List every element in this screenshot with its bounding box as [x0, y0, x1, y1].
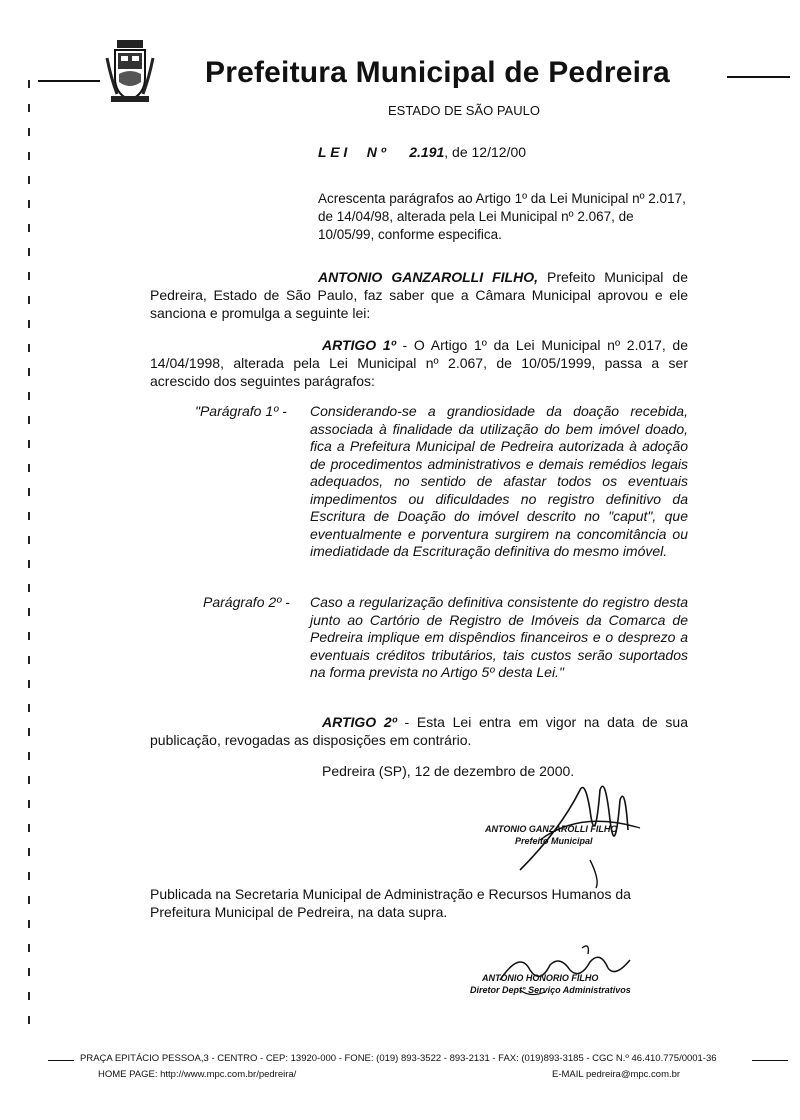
- signature-2-block: [470, 972, 631, 996]
- margin-tick: [28, 824, 30, 832]
- artigo-2: [150, 713, 688, 749]
- law-date: , de 12/12/00: [444, 144, 527, 160]
- margin-tick: [28, 224, 30, 232]
- margin-tick: [28, 488, 30, 496]
- margin-tick: [28, 536, 30, 544]
- paragrafo-2-text: Caso a regularização definitiva consistente do registro desta junto ao Cartório de Registro de Imóveis da Comarca de Pedreira implique em dispêndios financeiros e o desprezo a eventuais créditos tributários, tais custos serão suportados na forma prevista no Artigo 5º desta Lei.": [310, 594, 688, 680]
- margin-tick: [28, 680, 30, 688]
- municipal-crest-icon: [105, 38, 155, 106]
- margin-tick: [28, 464, 30, 472]
- law-number-line: [318, 144, 526, 160]
- footer-email: E-MAIL pedreira@mpc.com.br: [552, 1069, 681, 1080]
- margin-tick: [28, 920, 30, 928]
- artigo-1-text: - O Artigo 1º da Lei Municipal nº 2.017, de 14/04/1998, alterada pela Lei Municipal nº 2.067, de 10/05/1999, passa a ser acrescido dos seguintes parágrafos:: [150, 337, 689, 389]
- ementa: Acrescenta parágrafos ao Artigo 1º da Lei Municipal nº 2.017, de 14/04/98, alterada pela Lei Municipal nº 2.067, de 10/05/99, conforme especifica.: [318, 191, 686, 242]
- signature-2-name: ANTONIO HONORIO FILHO: [482, 973, 599, 983]
- margin-tick: [28, 80, 30, 88]
- margin-tick: [28, 656, 30, 664]
- margin-tick: [28, 296, 30, 304]
- margin-tick: [28, 848, 30, 856]
- artigo-2-label: ARTIGO 2º: [322, 714, 397, 730]
- signature-1-name: ANTONIO GANZAROLLI FILHO: [485, 824, 618, 834]
- intro-paragraph: [150, 268, 688, 322]
- margin-tick: [28, 152, 30, 160]
- margin-tick: [28, 416, 30, 424]
- paragrafo-2-label: Parágrafo 2º -: [203, 594, 290, 610]
- footer-homepage: HOME PAGE: http://www.mpc.com.br/pedreira/: [98, 1069, 297, 1080]
- page-title: Prefeitura Municipal de Pedreira: [205, 56, 670, 89]
- publication-note: Publicada na Secretaria Municipal de Administração e Recursos Humanos da Prefeitura Municipal de Pedreira, na data supra.: [150, 886, 631, 920]
- artigo-2-text: - Esta Lei entra em vigor na data de sua publicação, revogadas as disposições em contrário.: [150, 714, 688, 748]
- margin-tick: [28, 368, 30, 376]
- lei-label: L E I: [318, 144, 348, 160]
- place-date: Pedreira (SP), 12 de dezembro de 2000.: [322, 763, 575, 779]
- margin-tick: [28, 128, 30, 136]
- numero-label: N º: [366, 144, 386, 160]
- margin-tick: [28, 320, 30, 328]
- margin-tick: [28, 776, 30, 784]
- margin-tick: [28, 632, 30, 640]
- state-subtitle: ESTADO DE SÃO PAULO: [388, 103, 540, 118]
- margin-tick: [28, 512, 30, 520]
- margin-tick: [28, 752, 30, 760]
- signature-1-role: Prefeito Municipal: [515, 836, 593, 846]
- signature-2-role: Diretor Dept° Serviço Administrativos: [470, 985, 631, 995]
- artigo-1: [150, 336, 688, 390]
- mayor-name: ANTONIO GANZAROLLI FILHO,: [318, 269, 538, 285]
- margin-ticks: [28, 80, 32, 1040]
- artigo-1-label: ARTIGO 1º: [322, 337, 396, 353]
- margin-tick: [28, 1016, 30, 1024]
- signature-1-block: [485, 823, 617, 847]
- margin-tick: [28, 800, 30, 808]
- header-rule-right: [727, 76, 790, 78]
- margin-tick: [28, 104, 30, 112]
- footer-address: PRAÇA EPITÁCIO PESSOA,3 - CENTRO - CEP: 13920-000 - FONE: (019) 893-3522 - 893-2131 - FAX: (019)893-3185 - CGC N.º 46.410.775/0001-36: [80, 1053, 717, 1064]
- margin-tick: [28, 248, 30, 256]
- margin-tick: [28, 728, 30, 736]
- law-number: 2.191: [409, 144, 445, 160]
- margin-tick: [28, 176, 30, 184]
- margin-tick: [28, 584, 30, 592]
- intro-text: Prefeito Municipal de Pedreira, Estado de São Paulo, faz saber que a Câmara Municipal aprovou e ele sanciona e promulga a seguinte lei:: [150, 269, 688, 321]
- margin-tick: [28, 872, 30, 880]
- paragrafo-1-label: "Parágrafo 1º -: [195, 403, 287, 419]
- margin-tick: [28, 272, 30, 280]
- margin-tick: [28, 608, 30, 616]
- margin-tick: [28, 896, 30, 904]
- margin-tick: [28, 440, 30, 448]
- footer-rule-left: [48, 1060, 74, 1061]
- margin-tick: [28, 704, 30, 712]
- margin-tick: [28, 200, 30, 208]
- margin-tick: [28, 344, 30, 352]
- margin-tick: [28, 968, 30, 976]
- margin-tick: [28, 944, 30, 952]
- paragrafo-1-text: Considerando-se a grandiosidade da doação recebida, associada à finalidade da utilização do bem imóvel doado, fica a Prefeitura Municipal de Pedreira autorizada à adoção de procedimentos administrativos e demais remédios legais adequados, no sentido de afastar todos os eventuais impedimentos ou dificuldades no registro definitivo da Escritura de Doação do imóvel descrito no "caput", que eventualmente e porventura surgirem na concomitância ou imediatidade da Escrituração definitiva do mesmo imóvel.: [310, 403, 688, 559]
- margin-tick: [28, 560, 30, 568]
- margin-tick: [28, 392, 30, 400]
- header-rule-left: [38, 80, 100, 82]
- footer-rule-right: [752, 1060, 788, 1061]
- margin-tick: [28, 992, 30, 1000]
